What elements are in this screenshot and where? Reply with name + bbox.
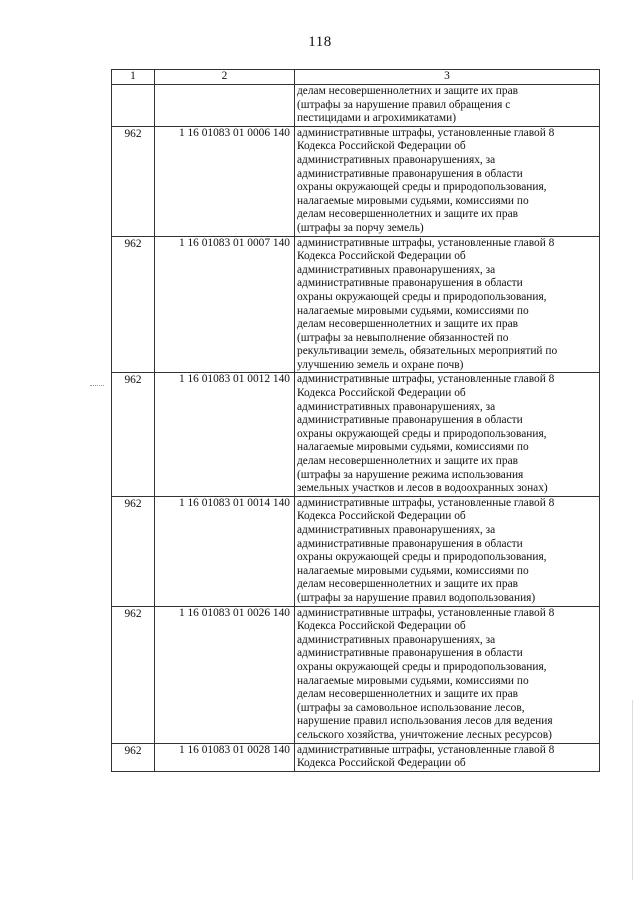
description-line: (штрафы за самовольное использование лесов, [297,701,525,714]
description-line: делам несовершеннолетних и защите их прав [297,85,519,97]
description-line: административные штрафы, установленные главой 8 [297,743,555,756]
table-row [112,496,600,606]
header-row [112,70,600,85]
budget-classification-code-cell: 1 16 01083 01 0006 140 [155,126,295,236]
admin-code-cell [112,85,155,127]
table-row [112,606,600,743]
table-row [112,126,600,236]
description-line: делам несовершеннолетних и защите их прав [297,578,519,591]
table-row [112,85,600,127]
margin-mark [90,385,104,388]
description-line: (штрафы за порчу земель) [297,221,424,234]
description-line: Кодекса Российской Федерации об [297,250,466,263]
description-line: Кодекса Российской Федерации об [297,387,466,400]
description-line: делам несовершеннолетних и защите их прав [297,208,519,221]
description-line: административных правонарушениях, за [297,153,496,166]
description-line: налагаемые мировыми судьями, комиссиями по [297,304,529,317]
description-line: административные штрафы, установленные главой 8 [297,236,555,249]
description-line: (штрафы за нарушение правил обращения с [297,98,511,111]
description-line: административные правонарушения в области [297,537,523,550]
admin-code-cell: 962 [112,496,155,606]
description-line: охраны окружающей среды и природопользования, [297,290,547,303]
budget-classification-code-cell [155,85,295,127]
description-line: (штрафы за нарушение правил водопользования) [297,591,536,604]
description-cell [295,373,600,496]
description-line: административных правонарушениях, за [297,400,496,413]
description-line: рекультивации земель, обязательных мероприятий по [297,345,558,358]
description-line: (штрафы за нарушение режима использования [297,468,524,481]
admin-code-cell: 962 [112,606,155,743]
header-col-1: 1 [112,70,155,85]
table-row [112,373,600,496]
header-col-2: 2 [155,70,295,85]
description-line: административных правонарушениях, за [297,633,496,646]
table-row [112,236,600,373]
description-line: административные штрафы, установленные главой 8 [297,373,555,386]
admin-code-cell: 962 [112,373,155,496]
description-line: налагаемые мировыми судьями, комиссиями по [297,564,529,577]
description-line: административные штрафы, установленные главой 8 [297,606,555,619]
description-line: сельского хозяйства, уничтожение лесных ресурсов) [297,728,552,741]
description-line: налагаемые мировыми судьями, комиссиями по [297,674,529,687]
description-cell [295,743,600,771]
description-line: охраны окружающей среды и природопользования, [297,551,547,564]
page-number: 118 [308,34,332,50]
description-line: административных правонарушениях, за [297,263,496,276]
description-cell [295,496,600,606]
description-line: административные правонарушения в области [297,167,523,180]
description-line: пестицидами и агрохимикатами) [297,112,457,125]
description-line: делам несовершеннолетних и защите их прав [297,455,519,468]
description-line: Кодекса Российской Федерации об [297,757,466,770]
description-line: улучшению земель и охране почв) [297,358,464,371]
budget-classification-code-cell: 1 16 01083 01 0012 140 [155,373,295,496]
table-body [112,85,600,772]
description-line: административные штрафы, установленные главой 8 [297,496,555,509]
description-line: административные правонарушения в области [297,414,523,427]
budget-classification-code-cell: 1 16 01083 01 0026 140 [155,606,295,743]
description-line: Кодекса Российской Федерации об [297,620,466,633]
description-line: налагаемые мировыми судьями, комиссиями по [297,194,529,207]
description-line: Кодекса Российской Федерации об [297,140,466,153]
description-line: налагаемые мировыми судьями, комиссиями по [297,441,529,454]
description-cell [295,236,600,373]
budget-code-table [111,69,600,772]
description-line: земельных участков и лесов в водоохранных зонах) [297,482,548,495]
description-line: охраны окружающей среды и природопользования, [297,181,547,194]
description-line: административные правонарушения в области [297,647,523,660]
description-cell [295,126,600,236]
description-line: административные штрафы, установленные главой 8 [297,126,555,139]
scan-edge-line [632,700,633,880]
description-line: охраны окружающей среды и природопользования, [297,427,547,440]
description-line: делам несовершеннолетних и защите их прав [297,318,519,331]
budget-classification-code-cell: 1 16 01083 01 0028 140 [155,743,295,771]
admin-code-cell: 962 [112,236,155,373]
admin-code-cell: 962 [112,126,155,236]
description-line: нарушение правил использования лесов для ведения [297,715,553,728]
description-cell [295,606,600,743]
budget-classification-code-cell: 1 16 01083 01 0014 140 [155,496,295,606]
header-col-3: 3 [295,70,600,85]
admin-code-cell: 962 [112,743,155,771]
table-header [112,70,600,85]
description-cell [295,85,600,127]
description-line: охраны окружающей среды и природопользования, [297,660,547,673]
description-line: административных правонарушениях, за [297,524,496,536]
budget-classification-code-cell: 1 16 01083 01 0007 140 [155,236,295,373]
description-line: административные правонарушения в области [297,277,523,290]
table-row [112,743,600,771]
description-line: Кодекса Российской Федерации об [297,510,466,523]
description-line: (штрафы за невыполнение обязанностей по [297,331,509,344]
description-line: делам несовершеннолетних и защите их прав [297,688,519,701]
